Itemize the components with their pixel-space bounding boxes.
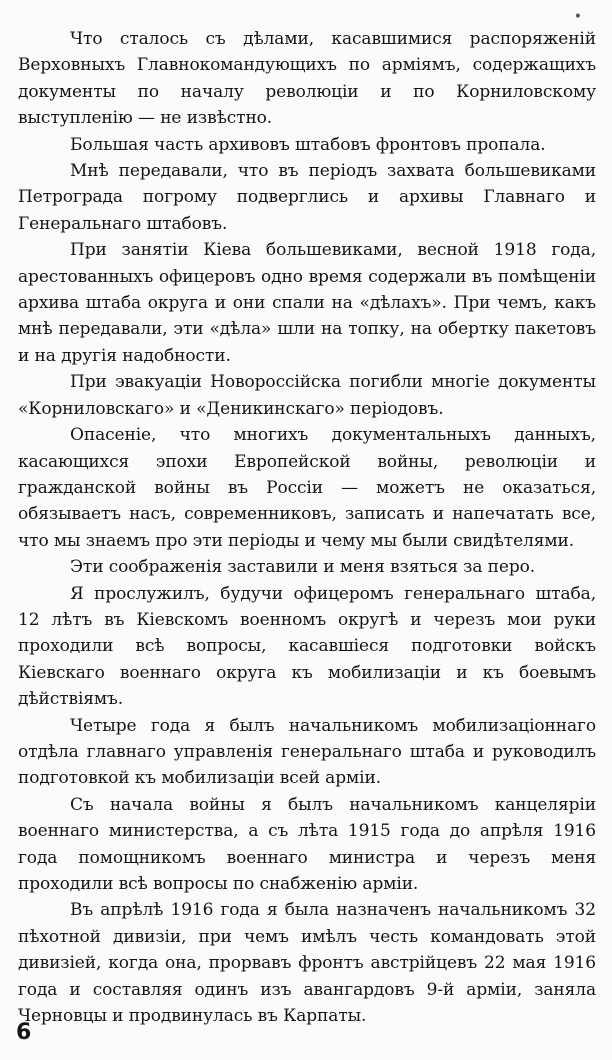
page-body	[18, 26, 596, 1029]
paragraph: Эти соображенія заставили и меня взяться за перо.	[70, 557, 536, 578]
paragraph: Я прослужилъ, будучи офицеромъ генеральнаго штаба, 12 лѣтъ въ Кіевскомъ военномъ округѣ и черезъ мои руки проходили всѣ вопросы, касавшіеся подготовки войскъ Кіевскаго военнаго округа къ мобилизаціи и къ боевымъ дѣйствіямъ.	[18, 583, 596, 710]
paragraph: Съ начала войны я былъ начальникомъ канцеляріи военнаго министерства, а съ лѣта 1915 года до апрѣля 1916 года помощникомъ военнаго министра и черезъ меня проходили всѣ вопросы по снабженію арміи.	[18, 794, 596, 894]
corner-dot: •	[573, 9, 582, 25]
paragraph: При эвакуаціи Новороссійска погибли многіе документы «Корниловскаго» и «Деникинскаго» періодовъ.	[18, 372, 596, 419]
paragraph: Большая часть архивовъ штабовъ фронтовъ пропала.	[70, 134, 546, 155]
paragraph: Четыре года я былъ начальникомъ мобилизаціоннаго отдѣла главнаго управленія генеральнаго штаба и руководилъ подготовкой къ мобилизаціи всей арміи.	[18, 715, 596, 789]
paragraph: Что сталось съ дѣлами, касавшимися распоряженій Верховныхъ Главнокомандующихъ по арміямъ, содержащихъ документы по началу революціи и по Корниловскому выступленію — не извѣстно.	[18, 29, 596, 129]
paragraph: При занятіи Кіева большевиками, весной 1918 года, арестованныхъ офицеровъ одно время содержали въ помѣщеніи архива штаба округа и они спали на «дѣлахъ». При чемъ, какъ мнѣ передавали, эти «дѣла» шли на топку, на обертку пакетовъ и на другія надобности.	[18, 240, 596, 366]
paragraph: Мнѣ передавали, что въ періодъ захвата большевиками Петрограда погрому подверглись и архивы Главнаго и Генеральнаго штабовъ.	[18, 161, 596, 234]
paragraph: Въ апрѣлѣ 1916 года я была назначенъ начальникомъ 32 пѣхотной дивизіи, при чемъ имѣлъ честь командовать этой дивизіей, когда она, прорвавъ фронтъ австрійцевъ 22 мая 1916 года и составляя одинъ изъ авангардовъ 9-й арміи, заняла Черновцы и продвинулась въ Карпаты.	[18, 900, 596, 1027]
paragraph: Опасеніе, что многихъ документальныхъ данныхъ, касающихся эпохи Европейской войны, революціи и гражданской войны въ Россіи — можетъ не оказаться, обязываетъ насъ, современниковъ, записать и напечатать все, что мы знаемъ про эти періоды и чему мы были свидѣтелями.	[18, 425, 596, 551]
page-number: 6	[16, 1020, 32, 1045]
